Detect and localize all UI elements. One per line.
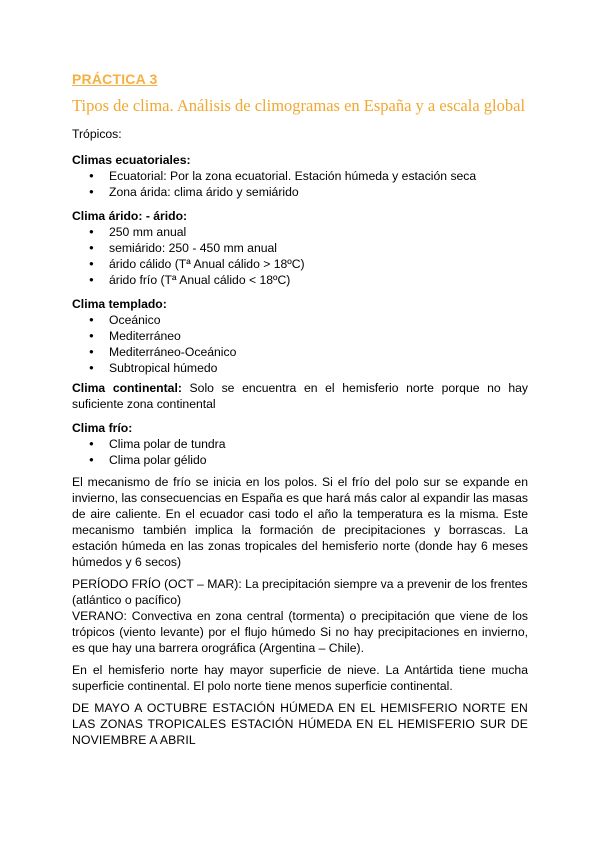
practice-label: PRÁCTICA 3 [72,71,158,87]
intro-text: Trópicos: [72,127,122,141]
heading-frio: Clima frío: [72,421,133,435]
list-item: ● Ecuatorial: Por la zona ecuatorial. Estación húmeda y estación seca [72,168,528,184]
list-item: ● Clima polar de tundra [72,436,528,452]
list-item: ● semiárido: 250 - 450 mm anual [72,240,528,256]
list-item: ● 250 mm anual [72,224,528,240]
paragraph-hemisferio: En el hemisferio norte hay mayor superficie de nieve. La Antártida tiene mucha superficie continental. El polo norte tiene menos superficie continental. [72,663,528,693]
list-frio [72,436,528,468]
list-item: ● Clima polar gélido [72,452,528,468]
paragraph-periodo-frio: PERÍODO FRÍO (OCT – MAR): La precipitación siempre va a prevenir de los frentes (atlántico o pacífico) [72,577,528,607]
list-templado [72,312,528,376]
list-item: ● Mediterráneo [72,328,528,344]
paragraph-mecanismo: El mecanismo de frío se inicia en los polos. Si el frío del polo sur se expande en invierno, las consecuencias en España es que hará más calor al expandir las masas de aire caliente. En el ecuador casi todo el año la temperatura es la misma. Este mecanismo también implica la formación de precipitaciones y borrascas. La estación húmeda en las zonas tropicales del hemisferio norte (donde hay 6 meses húmedos y 6 secos) [72,475,528,569]
heading-continental: Clima continental: [72,381,182,395]
heading-templado: Clima templado: [72,297,167,311]
list-item: ● árido frío (Tª Anual cálido < 18ºC) [72,272,528,288]
list-item: ● Subtropical húmedo [72,360,528,376]
paragraph-mayo: DE MAYO A OCTUBRE ESTACIÓN HÚMEDA EN EL HEMISFERIO NORTE EN LAS ZONAS TROPICALES ESTACIÓN HÚMEDA EN EL HEMISFERIO SUR DE NOVIEMBRE A ABRIL [72,701,528,747]
document-body [72,126,528,748]
paragraph-continental [72,380,528,412]
list-item: ● Mediterráneo-Oceánico [72,344,528,360]
list-item: ● árido cálido (Tª Anual cálido > 18ºC) [72,256,528,272]
list-item: ● Oceánico [72,312,528,328]
list-item: ● Zona árida: clima árido y semiárido [72,184,528,200]
heading-arido: Clima árido: - árido: [72,209,188,223]
document-title: Tipos de clima. Análisis de climogramas en España y a escala global [72,96,526,115]
list-arido [72,224,528,288]
list-ecuatoriales [72,168,528,200]
heading-ecuatoriales: Climas ecuatoriales: [72,153,191,167]
paragraph-verano: VERANO: Convectiva en zona central (tormenta) o precipitación que viene de los trópicos (viento levante) por el flujo húmedo Si no hay precipitaciones en invierno, es que hay una barrera orográfica (Argentina – Chile). [72,609,528,655]
continental-text: Solo se encuentra en el hemisferio norte porque no hay suficiente zona continental [72,381,529,411]
